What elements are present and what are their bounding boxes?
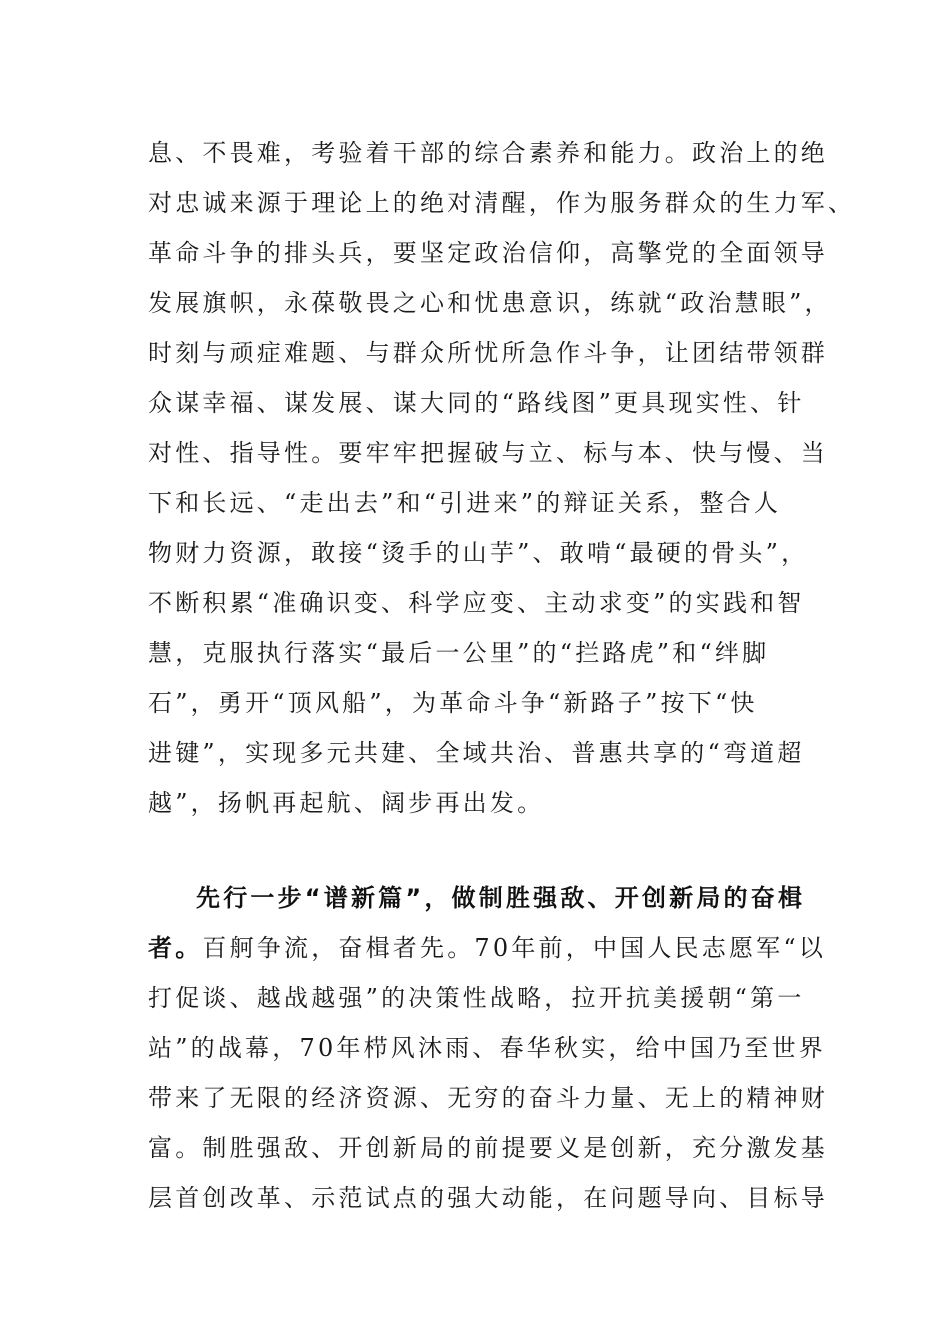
- paragraph-line: 息、不畏难，考验着干部的综合素养和能力。政治上的绝: [148, 139, 828, 167]
- paragraph-line: 富。制胜强敌、开创新局的前提要义是创新，充分激发基: [148, 1134, 828, 1162]
- paragraph-line: 对性、指导性。要牢牢把握破与立、标与本、快与慢、当: [148, 439, 828, 467]
- paragraph-line: [148, 923, 827, 973]
- paragraph-line: 时刻与顽症难题、与群众所忧所急作斗争，让团结带领群: [148, 339, 828, 367]
- paragraph-line: 站”的战幕，70年栉风沐雨、春华秋实，给中国乃至世界: [148, 1034, 827, 1062]
- paragraph-line: 不断积累“准确识变、科学应变、主动求变”的实践和智: [148, 589, 805, 617]
- section-heading-end: 者。: [148, 934, 203, 962]
- paragraph-line: 慧，克服执行落实“最后一公里”的“拦路虎”和“绊脚: [148, 639, 770, 667]
- paragraph-line: 打促谈、越战越强”的决策性战略，拉开抗美援朝“第一: [148, 984, 805, 1012]
- paragraph-line: 众谋幸福、谋发展、谋大同的“路线图”更具现实性、针: [148, 389, 805, 417]
- paragraph-line: 发展旗帜，永葆敬畏之心和忧患意识，练就“政治慧眼”，: [148, 289, 832, 317]
- section-heading-line: 先行一步“谱新篇”，做制胜强敌、开创新局的奋楫: [196, 884, 806, 912]
- paragraph-line: 对忠诚来源于理论上的绝对清醒，作为服务群众的生力军、: [148, 189, 856, 217]
- paragraph-line: 革命斗争的排头兵，要坚定政治信仰，高擎党的全面领导: [148, 239, 828, 267]
- paragraph-line: 石”，勇开“顶风船”，为革命斗争“新路子”按下“快: [148, 689, 758, 717]
- paragraph-line: 进键”，实现多元共建、全域共治、普惠共享的“弯道超: [148, 739, 805, 767]
- paragraph-line: 下和长远、“走出去”和“引进来”的辩证关系，整合人: [148, 489, 782, 517]
- paragraph-line: 物财力资源，敢接“烫手的山芋”、敢啃“最硬的骨头”，: [148, 539, 809, 567]
- paragraph-line: 层首创改革、示范试点的强大动能，在问题导向、目标导: [148, 1184, 828, 1212]
- paragraph-line: 带来了无限的经济资源、无穷的奋斗力量、无上的精神财: [148, 1084, 828, 1112]
- paragraph-line-text: 百舸争流，奋楫者先。70年前，中国人民志愿军“以: [202, 934, 827, 962]
- paragraph-line: 越”，扬帆再起航、阔步再出发。: [148, 789, 545, 817]
- paragraph-2: [148, 873, 828, 1223]
- paragraph-1: [148, 128, 856, 828]
